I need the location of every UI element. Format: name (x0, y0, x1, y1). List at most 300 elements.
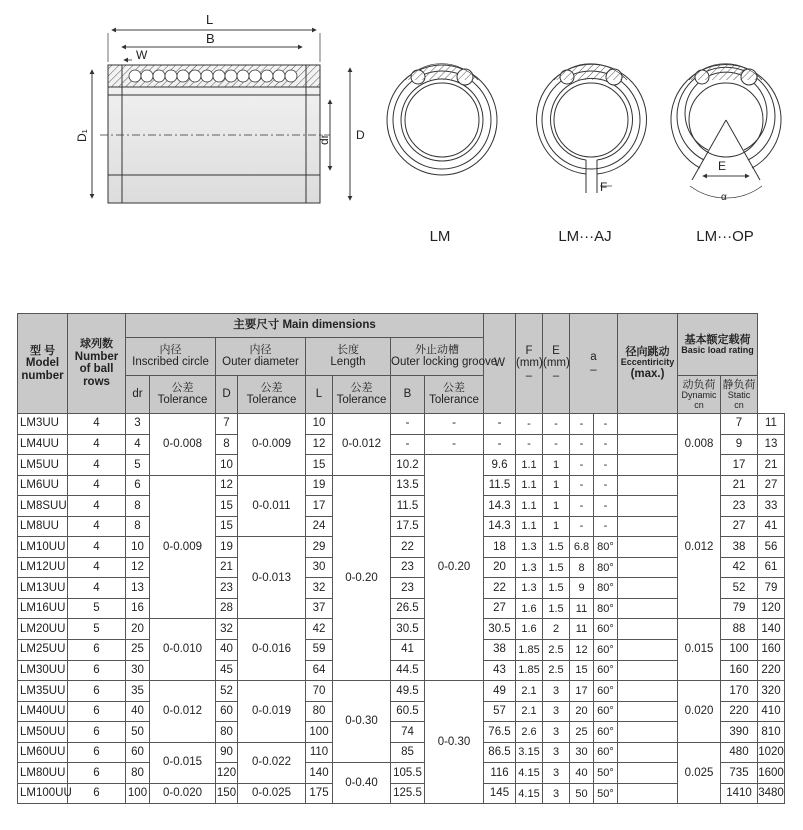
bearing-drawings (0, 0, 803, 300)
cell-dr: 6 (126, 475, 150, 496)
cell-static-load: 120 (758, 598, 785, 619)
header-f: F (mm) – (516, 314, 543, 414)
cell-d1: 30.5 (484, 619, 516, 640)
cell-d: 28 (216, 598, 238, 619)
header-a: a – (570, 314, 618, 414)
cell-model: LM5UU (18, 455, 68, 476)
cell-spacer (618, 455, 678, 476)
cell-ball-rows: 6 (68, 742, 126, 763)
table-row (18, 578, 785, 599)
cell-w: 2.1 (516, 701, 543, 722)
cell-dr-tolerance: 0-0.010 (150, 619, 216, 681)
cell-d: 120 (216, 763, 238, 784)
cell-e: 30 (570, 742, 594, 763)
cell-ball-rows: 6 (68, 783, 126, 804)
cell-b: 125.5 (391, 783, 425, 804)
cell-dynamic-load: 390 (721, 722, 758, 743)
cell-dr-tolerance: 0-0.008 (150, 414, 216, 476)
cell-d1: 14.3 (484, 516, 516, 537)
cell-w: 1.6 (516, 598, 543, 619)
cell-f: 2 (543, 619, 570, 640)
cell-l: 59 (306, 640, 333, 661)
side-view (92, 30, 350, 203)
cell-model: LM50UU (18, 722, 68, 743)
cell-ball-rows: 4 (68, 516, 126, 537)
cell-a: - (594, 516, 618, 537)
cell-spacer (618, 722, 678, 743)
cell-ball-rows: 6 (68, 640, 126, 661)
cell-d1: 20 (484, 557, 516, 578)
cell-e: 40 (570, 763, 594, 784)
cell-dr: 30 (126, 660, 150, 681)
cell-d1: 145 (484, 783, 516, 804)
header-load-rating: 基本额定载荷 Basic load rating (678, 314, 758, 376)
cell-dr: 20 (126, 619, 150, 640)
cell-dynamic-load: 100 (721, 640, 758, 661)
cell-spacer (618, 763, 678, 784)
cell-w: 3.15 (516, 742, 543, 763)
cell-w: - (516, 434, 543, 455)
cell-model: LM13UU (18, 578, 68, 599)
cell-dynamic-load: 480 (721, 742, 758, 763)
cell-eccentricity: 0.008 (678, 414, 721, 476)
cell-l: 175 (306, 783, 333, 804)
header-d-tolerance: 公差 Tolerance (238, 376, 306, 414)
cell-static-load: 33 (758, 496, 785, 517)
cell-spacer (618, 619, 678, 640)
cell-a: - (594, 434, 618, 455)
cell-b: 60.5 (391, 701, 425, 722)
cell-static-load: 79 (758, 578, 785, 599)
cell-d1: 27 (484, 598, 516, 619)
cell-ball-rows: 4 (68, 434, 126, 455)
cell-b: 105.5 (391, 763, 425, 784)
cell-f: 3 (543, 783, 570, 804)
cell-f: 1.5 (543, 578, 570, 599)
cell-a: 60° (594, 742, 618, 763)
cell-f: 1 (543, 516, 570, 537)
cell-d: 80 (216, 722, 238, 743)
cell-d-tolerance: 0-0.011 (238, 475, 306, 537)
table-row (18, 455, 785, 476)
cell-spacer (618, 414, 678, 435)
cell-d: 21 (216, 557, 238, 578)
cell-d: 8 (216, 434, 238, 455)
cell-e: - (570, 414, 594, 435)
cell-dr: 16 (126, 598, 150, 619)
cell-dr-tolerance: 0-0.012 (150, 681, 216, 743)
spec-table (17, 313, 785, 804)
cell-b: - (391, 434, 425, 455)
cell-l: 70 (306, 681, 333, 702)
cell-spacer (618, 434, 678, 455)
cell-eccentricity: 0.012 (678, 475, 721, 619)
table-row (18, 681, 785, 702)
table-row (18, 496, 785, 517)
cell-dr: 100 (126, 783, 150, 804)
cell-l: 100 (306, 722, 333, 743)
cell-e: - (570, 516, 594, 537)
cell-l: 110 (306, 742, 333, 763)
cell-f: 3 (543, 722, 570, 743)
cell-static-load: 410 (758, 701, 785, 722)
cell-l: 12 (306, 434, 333, 455)
cell-spacer (618, 537, 678, 558)
cell-l: 42 (306, 619, 333, 640)
cell-l: 32 (306, 578, 333, 599)
cell-b: 44.5 (391, 660, 425, 681)
header-e: E (mm) – (543, 314, 570, 414)
cell-a: 60° (594, 722, 618, 743)
label-lm-aj: LM···AJ (558, 228, 612, 245)
cell-e: 25 (570, 722, 594, 743)
cell-d1: 11.5 (484, 475, 516, 496)
cell-model: LM8UU (18, 516, 68, 537)
cell-a: 80° (594, 598, 618, 619)
cell-l: 64 (306, 660, 333, 681)
table-row (18, 640, 785, 661)
cell-model: LM3UU (18, 414, 68, 435)
cell-d: 10 (216, 455, 238, 476)
cell-static-load: 1020 (758, 742, 785, 763)
cell-b-tolerance: - (425, 434, 484, 455)
header-dr-tolerance: 公差 Tolerance (150, 376, 216, 414)
header-l: L (306, 376, 333, 414)
cell-a: 60° (594, 681, 618, 702)
table-row (18, 537, 785, 558)
cell-l: 140 (306, 763, 333, 784)
header-b: B (391, 376, 425, 414)
cell-a: 60° (594, 660, 618, 681)
cell-a: 80° (594, 578, 618, 599)
cell-static-load: 61 (758, 557, 785, 578)
cell-d1: 38 (484, 640, 516, 661)
table-row (18, 783, 785, 804)
cell-static-load: 21 (758, 455, 785, 476)
cell-d: 60 (216, 701, 238, 722)
cell-b-tolerance: 0-0.30 (425, 681, 484, 804)
dim-F: F (600, 180, 608, 194)
cell-w: 1.85 (516, 640, 543, 661)
cell-ball-rows: 6 (68, 660, 126, 681)
cell-dr: 60 (126, 742, 150, 763)
cell-e: 17 (570, 681, 594, 702)
cell-w: 1.1 (516, 496, 543, 517)
cell-e: 12 (570, 640, 594, 661)
cell-l: 80 (306, 701, 333, 722)
cell-b: 22 (391, 537, 425, 558)
dim-L: L (206, 12, 214, 27)
header-outer-diameter: 内径 Outer diameter (216, 338, 306, 376)
header-inscribed-circle: 内径 Inscribed circle (126, 338, 216, 376)
cell-dr: 50 (126, 722, 150, 743)
cell-dr-tolerance: 0-0.015 (150, 742, 216, 783)
header-b-tolerance: 公差 Tolerance (425, 376, 484, 414)
cell-dynamic-load: 220 (721, 701, 758, 722)
cell-b-tolerance: - (425, 414, 484, 435)
cell-static-load: 220 (758, 660, 785, 681)
cell-spacer (618, 578, 678, 599)
cell-l: 15 (306, 455, 333, 476)
cell-e: - (570, 496, 594, 517)
cell-ball-rows: 6 (68, 722, 126, 743)
cell-d: 90 (216, 742, 238, 763)
cell-d1: 49 (484, 681, 516, 702)
cell-a: - (594, 455, 618, 476)
cell-d1: 116 (484, 763, 516, 784)
cell-static-load: 810 (758, 722, 785, 743)
dim-alpha: α (721, 192, 727, 203)
cell-d-tolerance: 0-0.022 (238, 742, 306, 783)
cell-d: 15 (216, 516, 238, 537)
cell-ball-rows: 4 (68, 557, 126, 578)
cell-model: LM16UU (18, 598, 68, 619)
cell-model: LM6UU (18, 475, 68, 496)
cell-static-load: 13 (758, 434, 785, 455)
cell-d: 32 (216, 619, 238, 640)
cell-spacer (618, 496, 678, 517)
cell-e: 11 (570, 598, 594, 619)
cell-f: 1 (543, 496, 570, 517)
cell-w: - (516, 414, 543, 435)
cell-eccentricity: 0.015 (678, 619, 721, 681)
header-ball-rows: 球列数 Number of ball rows (68, 314, 126, 414)
cell-w: 4.15 (516, 783, 543, 804)
cell-spacer (618, 516, 678, 537)
cell-b: 13.5 (391, 475, 425, 496)
cell-model: LM8SUU (18, 496, 68, 517)
cell-dr: 5 (126, 455, 150, 476)
cell-dr: 35 (126, 681, 150, 702)
cell-spacer (618, 701, 678, 722)
cell-d1: 76.5 (484, 722, 516, 743)
cell-ball-rows: 6 (68, 701, 126, 722)
cell-l: 29 (306, 537, 333, 558)
cell-e: 15 (570, 660, 594, 681)
cell-spacer (618, 640, 678, 661)
cell-w: 1.1 (516, 516, 543, 537)
table-row (18, 414, 785, 435)
table-row (18, 619, 785, 640)
cell-model: LM60UU (18, 742, 68, 763)
header-dr: dr (126, 376, 150, 414)
table-row (18, 660, 785, 681)
cell-e: 8 (570, 557, 594, 578)
table-row (18, 557, 785, 578)
cell-w: 4.15 (516, 763, 543, 784)
cell-dynamic-load: 9 (721, 434, 758, 455)
header-l-tolerance: 公差 Tolerance (333, 376, 391, 414)
cell-d-tolerance: 0-0.016 (238, 619, 306, 681)
cell-f: 3 (543, 701, 570, 722)
dim-D: D (356, 128, 365, 142)
cell-ball-rows: 4 (68, 496, 126, 517)
cell-spacer (618, 660, 678, 681)
dim-E: E (718, 159, 727, 173)
cell-static-load: 11 (758, 414, 785, 435)
cell-eccentricity: 0.020 (678, 681, 721, 743)
cell-dr: 12 (126, 557, 150, 578)
cell-w: 1.6 (516, 619, 543, 640)
cell-d-tolerance: 0-0.009 (238, 414, 306, 476)
cell-b-tolerance: 0-0.20 (425, 455, 484, 681)
cell-a: 50° (594, 783, 618, 804)
cell-l-tolerance: 0-0.20 (333, 475, 391, 680)
cell-f: 2.5 (543, 640, 570, 661)
cell-b: 23 (391, 557, 425, 578)
table-row (18, 763, 785, 784)
cell-spacer (618, 557, 678, 578)
cell-w: 2.6 (516, 722, 543, 743)
table-row (18, 434, 785, 455)
table-row (18, 701, 785, 722)
cell-dynamic-load: 160 (721, 660, 758, 681)
cell-w: 1.1 (516, 455, 543, 476)
cell-b: 11.5 (391, 496, 425, 517)
cell-l-tolerance: 0-0.40 (333, 763, 391, 804)
spec-table-body (18, 414, 785, 804)
cell-a: 60° (594, 640, 618, 661)
header-model: 型 号 Model number (18, 314, 68, 414)
cell-w: 1.3 (516, 537, 543, 558)
cell-ball-rows: 4 (68, 475, 126, 496)
cell-b: 30.5 (391, 619, 425, 640)
cell-d: 23 (216, 578, 238, 599)
cell-f: 1.5 (543, 537, 570, 558)
cell-b: 26.5 (391, 598, 425, 619)
cell-spacer (618, 681, 678, 702)
cell-l-tolerance: 0-0.30 (333, 681, 391, 763)
header-main-dimensions: 主要尺寸 Main dimensions (126, 314, 484, 338)
cell-d: 12 (216, 475, 238, 496)
cell-d: 45 (216, 660, 238, 681)
cell-l: 30 (306, 557, 333, 578)
cell-e: - (570, 455, 594, 476)
cell-l-tolerance: 0-0.012 (333, 414, 391, 476)
cell-dr: 4 (126, 434, 150, 455)
cell-ball-rows: 4 (68, 578, 126, 599)
cell-model: LM10UU (18, 537, 68, 558)
cell-ball-rows: 6 (68, 681, 126, 702)
cell-d1: 18 (484, 537, 516, 558)
ring-lm (387, 64, 497, 175)
cell-static-load: 56 (758, 537, 785, 558)
cell-dr: 80 (126, 763, 150, 784)
cell-dynamic-load: 7 (721, 414, 758, 435)
cell-d1: - (484, 414, 516, 435)
cell-b: 23 (391, 578, 425, 599)
cell-w: 1.85 (516, 660, 543, 681)
cell-model: LM20UU (18, 619, 68, 640)
cell-d1: 14.3 (484, 496, 516, 517)
dim-dr: dr (317, 134, 331, 145)
cell-l: 10 (306, 414, 333, 435)
cell-dynamic-load: 42 (721, 557, 758, 578)
cell-d-tolerance: 0-0.019 (238, 681, 306, 743)
header-locking-groove: 外止动槽 Outer locking groove (391, 338, 484, 376)
cell-ball-rows: 4 (68, 537, 126, 558)
cell-dynamic-load: 52 (721, 578, 758, 599)
table-row (18, 722, 785, 743)
cell-ball-rows: 5 (68, 619, 126, 640)
cell-dynamic-load: 735 (721, 763, 758, 784)
cell-a: - (594, 414, 618, 435)
label-lm: LM (429, 228, 451, 245)
cell-b: 10.2 (391, 455, 425, 476)
cell-spacer (618, 783, 678, 804)
cell-a: 50° (594, 763, 618, 784)
cell-d: 52 (216, 681, 238, 702)
cell-d: 19 (216, 537, 238, 558)
header-d: D (216, 376, 238, 414)
cell-e: 11 (570, 619, 594, 640)
cell-d1: - (484, 434, 516, 455)
table-row (18, 742, 785, 763)
cell-dynamic-load: 1410 (721, 783, 758, 804)
cell-model: LM40UU (18, 701, 68, 722)
cell-e: - (570, 475, 594, 496)
header-length: 长度 Length (306, 338, 391, 376)
cell-ball-rows: 6 (68, 763, 126, 784)
cell-static-load: 41 (758, 516, 785, 537)
cell-a: 80° (594, 557, 618, 578)
cell-f: 3 (543, 763, 570, 784)
cell-f: 3 (543, 742, 570, 763)
cell-ball-rows: 4 (68, 455, 126, 476)
cell-static-load: 140 (758, 619, 785, 640)
cell-static-load: 27 (758, 475, 785, 496)
cell-w: 1.1 (516, 475, 543, 496)
cell-spacer (618, 475, 678, 496)
cell-f: - (543, 414, 570, 435)
cell-model: LM80UU (18, 763, 68, 784)
cell-d1: 22 (484, 578, 516, 599)
cell-d: 40 (216, 640, 238, 661)
header-static: 静负荷 Static cn (721, 376, 758, 414)
header-eccentricity: 径向跳动 Eccentiricity (max.) (618, 314, 678, 414)
cell-f: 1.5 (543, 598, 570, 619)
cell-static-load: 1600 (758, 763, 785, 784)
label-lm-op: LM···OP (696, 228, 754, 245)
cell-a: - (594, 475, 618, 496)
cell-b: - (391, 414, 425, 435)
cell-e: 9 (570, 578, 594, 599)
cell-b: 49.5 (391, 681, 425, 702)
cell-d1: 43 (484, 660, 516, 681)
cell-e: 20 (570, 701, 594, 722)
cell-dynamic-load: 27 (721, 516, 758, 537)
cell-dr: 8 (126, 496, 150, 517)
dim-B: B (206, 31, 215, 46)
table-row (18, 475, 785, 496)
cell-dr: 13 (126, 578, 150, 599)
cell-w: 1.3 (516, 578, 543, 599)
ring-op (671, 64, 781, 198)
cell-a: - (594, 496, 618, 517)
cell-b: 85 (391, 742, 425, 763)
cell-d1: 86.5 (484, 742, 516, 763)
table-row (18, 516, 785, 537)
cell-a: 60° (594, 701, 618, 722)
cell-dynamic-load: 23 (721, 496, 758, 517)
cell-dynamic-load: 88 (721, 619, 758, 640)
cell-dr: 3 (126, 414, 150, 435)
cell-f: 1 (543, 455, 570, 476)
ring-aj (537, 64, 647, 193)
cell-w: 1.3 (516, 557, 543, 578)
dim-D1: D₁ (75, 129, 89, 142)
cell-d: 7 (216, 414, 238, 435)
